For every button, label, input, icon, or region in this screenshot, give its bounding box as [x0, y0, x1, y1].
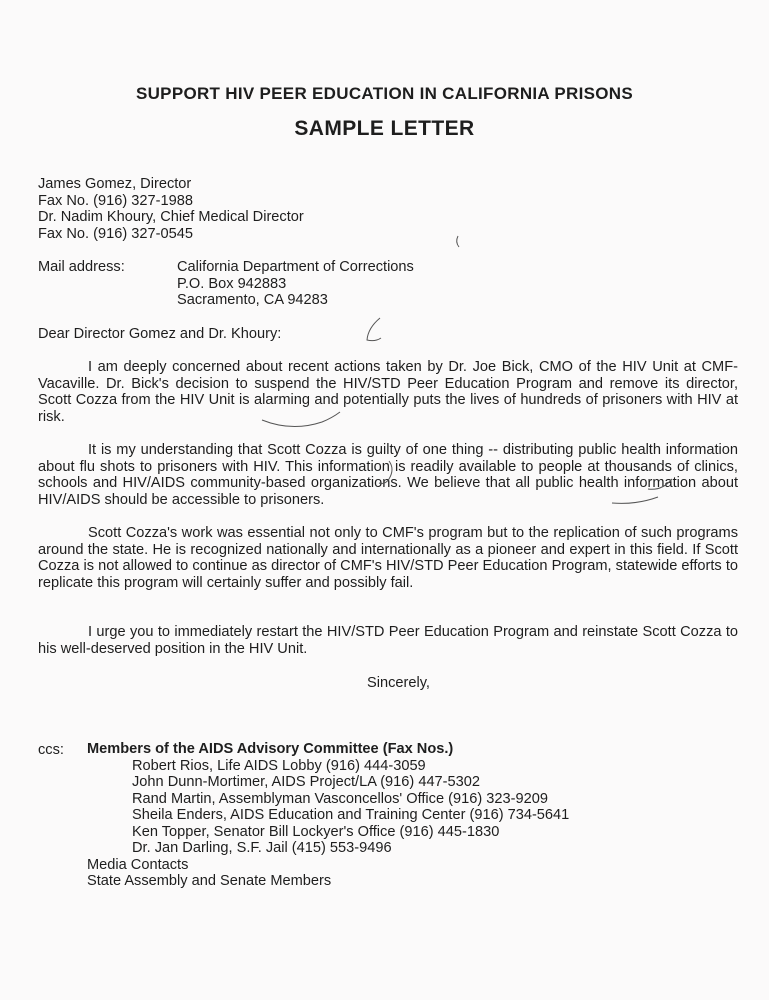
ccs-member: Dr. Jan Darling, S.F. Jail (415) 553-9496: [132, 840, 392, 856]
ccs-member: Rand Martin, Assemblyman Vasconcellos' Office (916) 323-9209: [132, 791, 548, 807]
mail-address-label: Mail address:: [38, 259, 125, 275]
ccs-other: Media Contacts: [87, 857, 189, 873]
ccs-label: ccs:: [38, 742, 64, 758]
body-paragraph: Scott Cozza's work was essential not only to CMF's program but to the replication of such programs around the state. He is recognized nationally and internationally as a pioneer and expert in this field. If Scott Cozza is not allowed to continue as director of CMF's HIV/STD Peer Education Program, statewide efforts to replicate this program will certainly suffer and possibly fail.: [38, 525, 738, 591]
body-paragraph: It is my understanding that Scott Cozza is guilty of one thing -- distributing public health information about flu shots to prisoners with HIV. This information is readily available to people at thousands of clinics, schools and HIV/AIDS community-based organizations. We believe that all public health information about HIV/AIDS should be accessible to prisoners.: [38, 442, 738, 508]
pen-mark: [367, 318, 381, 341]
body-paragraph: I am deeply concerned about recent actions taken by Dr. Joe Bick, CMO of the HIV Unit at CMF-Vacaville. Dr. Bick's decision to suspend the HIV/STD Peer Education Program and remove its director, Scott Cozza from the HIV Unit is alarming and potentially puts the lives of hundreds of prisoners with HIV at risk.: [38, 359, 738, 425]
ccs-heading: Members of the AIDS Advisory Committee (Fax Nos.): [87, 741, 454, 757]
recipient-line: James Gomez, Director: [38, 176, 192, 192]
ccs-member: Robert Rios, Life AIDS Lobby (916) 444-3059: [132, 758, 426, 774]
mail-address-line: California Department of Corrections: [177, 259, 414, 275]
mail-address-line: P.O. Box 942883: [177, 276, 287, 292]
salutation: Dear Director Gomez and Dr. Khoury:: [38, 326, 282, 342]
recipient-line: Fax No. (916) 327-0545: [38, 226, 193, 242]
document-title: SUPPORT HIV PEER EDUCATION IN CALIFORNIA PRISONS: [135, 84, 634, 103]
closing: Sincerely,: [367, 675, 430, 691]
body-paragraph: I urge you to immediately restart the HIV/STD Peer Education Program and reinstate Scott Cozza to his well-deserved position in the HIV Unit.: [38, 624, 738, 657]
ccs-member: Sheila Enders, AIDS Education and Training Center (916) 734-5641: [132, 807, 570, 823]
ccs-member: Ken Topper, Senator Bill Lockyer's Office (916) 445-1830: [132, 824, 500, 840]
recipient-line: Fax No. (916) 327-1988: [38, 193, 193, 209]
pen-mark: [457, 236, 459, 247]
ccs-member: John Dunn-Mortimer, AIDS Project/LA (916) 447-5302: [132, 774, 480, 790]
ccs-other: State Assembly and Senate Members: [87, 873, 332, 889]
mail-address-line: Sacramento, CA 94283: [177, 292, 328, 308]
recipient-line: Dr. Nadim Khoury, Chief Medical Director: [38, 209, 304, 225]
document-subtitle: SAMPLE LETTER: [294, 117, 475, 140]
